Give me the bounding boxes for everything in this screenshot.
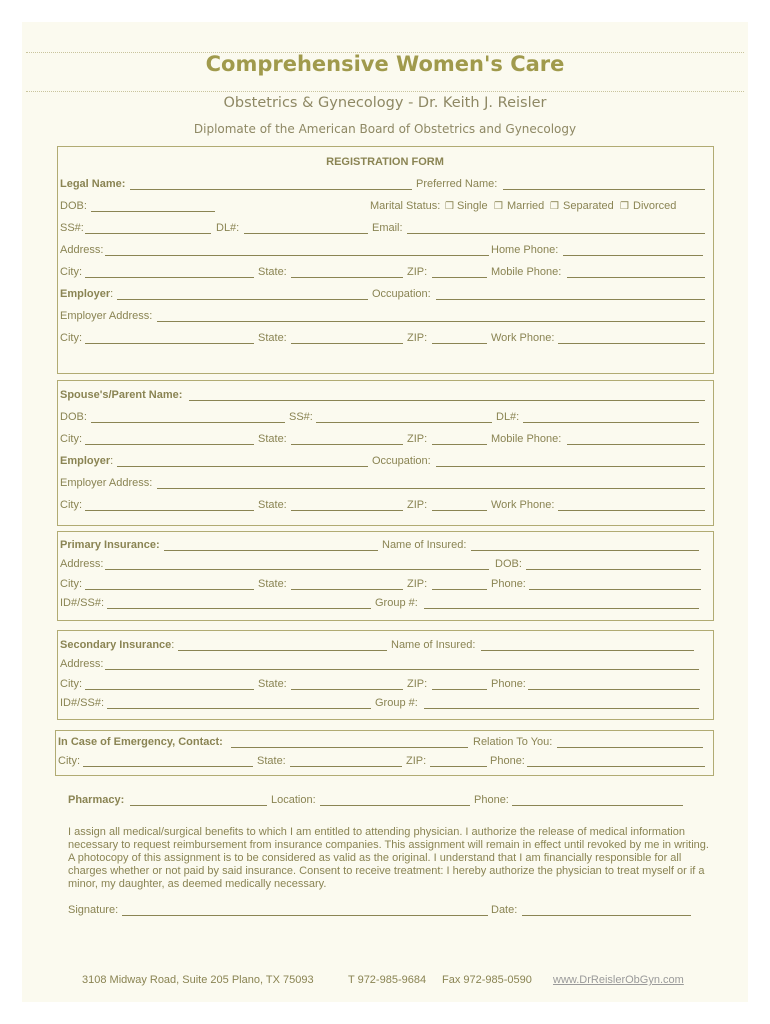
emergency-city-field[interactable] [83,766,253,767]
secondary-address-field[interactable] [105,669,699,670]
emergency-phone-label: Phone: [490,755,525,767]
primary-zip-label: ZIP: [407,578,428,590]
employer-address-label: Employer Address: [60,310,153,322]
preferred-name-label: Preferred Name: [416,178,498,190]
employer-state-label: State: [258,332,287,344]
spouse-dl-field[interactable] [523,422,699,423]
date-field[interactable] [522,915,691,916]
occupation-field[interactable] [436,299,705,300]
assignment-paragraph: I assign all medical/surgical benefits to which I am entitled to attending physician. I authorize the release of medical information necessary to request reimbursement from insurance companies. This assignment will remain in effect until revoked by me in writing. A photocopy of this assignment is to be considered as valid as the original. I understand that I am financially responsible for all charges whether or not paid by said insurance. Consent to receive treatment: I hereby authorize the physician to treat myself or if a minor, my daughter, as deemed medically necessary. [68,826,709,890]
dl-label: DL#: [216,222,240,234]
email-field[interactable] [407,233,705,234]
married-checkbox[interactable]: ❒ [494,201,503,212]
primary-name-insured-label: Name of Insured: [382,539,467,551]
city-label: City: [60,266,82,278]
legal-name-label: Legal Name: [60,178,126,190]
emergency-contact-label: In Case of Emergency, Contact: [58,736,223,748]
employer-label-text: Employer [60,288,111,300]
page-title: Comprehensive Women's Care [205,52,565,76]
zip-label: ZIP: [407,266,428,278]
relation-field[interactable] [557,747,703,748]
secondary-id-label: ID#/SS#: [60,697,105,709]
spouse-zip-field[interactable] [432,444,487,445]
primary-state-label: State: [258,578,287,590]
secondary-group-field[interactable] [424,708,699,709]
spouse-occupation-field[interactable] [436,466,705,467]
zip-field[interactable] [432,277,487,278]
spouse-employer-zip-label: ZIP: [407,499,428,511]
pharmacy-label: Pharmacy: [68,794,125,806]
ss-field[interactable] [85,233,211,234]
spouse-employer-colon: : [110,455,114,467]
signature-label: Signature: [68,904,119,916]
mobile-phone-field[interactable] [567,277,705,278]
spouse-work-phone-field[interactable] [558,510,705,511]
separated-checkbox[interactable]: ❒ [550,201,559,212]
city-field[interactable] [85,277,254,278]
form-title: REGISTRATION FORM [326,156,444,168]
signature-field[interactable] [122,915,488,916]
marital-status-label: Marital Status: [370,200,441,212]
single-label: Single [457,200,488,212]
secondary-state-label: State: [258,678,287,690]
spouse-employer-state-field[interactable] [291,510,403,511]
primary-address-field[interactable] [105,569,489,570]
primary-dob-field[interactable] [526,569,701,570]
employer-state-field[interactable] [291,343,403,344]
spouse-employer-label-text: Employer [60,455,111,467]
spouse-employer-city-field[interactable] [85,510,254,511]
home-phone-label: Home Phone: [491,244,559,256]
spouse-employer-state-label: State: [258,499,287,511]
pharmacy-location-label: Location: [271,794,316,806]
address-label: Address: [60,244,104,256]
pharmacy-phone-field[interactable] [512,805,683,806]
emergency-state-label: State: [257,755,286,767]
spouse-city-field[interactable] [85,444,254,445]
secondary-name-insured-label: Name of Insured: [391,639,476,651]
employer-zip-field[interactable] [432,343,487,344]
secondary-group-label: Group #: [375,697,418,709]
primary-phone-field[interactable] [529,589,701,590]
divorced-checkbox[interactable]: ❒ [620,201,629,212]
diplomate-subtitle: Diplomate of the American Board of Obstetrics and Gynecology [193,122,577,136]
spouse-employer-address-label: Employer Address: [60,477,153,489]
footer-address: 3108 Midway Road, Suite 205 Plano, TX 75093 [82,974,314,986]
spouse-city-label: City: [60,433,82,445]
secondary-id-field[interactable] [107,708,371,709]
emergency-zip-field[interactable] [430,766,487,767]
spouse-name-field[interactable] [189,400,705,401]
spouse-state-label: State: [258,433,287,445]
employer-city-label: City: [60,332,82,344]
secondary-name-insured-field[interactable] [481,650,694,651]
email-label: Email: [372,222,403,234]
spouse-dl-label: DL#: [496,411,520,423]
employer-city-field[interactable] [85,343,254,344]
work-phone-label: Work Phone: [491,332,555,344]
spouse-employer-zip-field[interactable] [432,510,487,511]
secondary-city-label: City: [60,678,82,690]
website-link[interactable]: www.DrReislerObGyn.com [553,974,684,986]
secondary-zip-label: ZIP: [407,678,428,690]
mobile-phone-label: Mobile Phone: [491,266,562,278]
dob-field[interactable] [91,211,215,212]
emergency-phone-field[interactable] [527,766,705,767]
patient-section [57,146,714,374]
spouse-occupation-label: Occupation: [372,455,431,467]
primary-state-field[interactable] [291,589,403,590]
primary-insurance-field[interactable] [164,550,378,551]
home-phone-field[interactable] [563,255,703,256]
spouse-mobile-phone-label: Mobile Phone: [491,433,562,445]
primary-dob-label: DOB: [495,558,522,570]
secondary-address-label: Address: [60,658,104,670]
employer-zip-label: ZIP: [407,332,428,344]
spouse-dob-field[interactable] [91,422,285,423]
primary-group-field[interactable] [424,608,699,609]
dl-field[interactable] [244,233,368,234]
emergency-contact-field[interactable] [231,747,468,748]
spouse-employer-city-label: City: [60,499,82,511]
spouse-state-field[interactable] [291,444,403,445]
secondary-insurance-label [60,639,174,652]
footer-fax: Fax 972-985-0590 [442,974,532,986]
pharmacy-phone-label: Phone: [474,794,509,806]
primary-name-insured-field[interactable] [471,550,699,551]
footer-phone: T 972-985-9684 [348,974,427,986]
pharmacy-field[interactable] [130,805,267,806]
relation-label: Relation To You: [473,736,553,748]
secondary-city-field[interactable] [85,689,254,690]
spouse-work-phone-label: Work Phone: [491,499,555,511]
employer-label [60,288,113,301]
address-field[interactable] [105,255,489,256]
state-field[interactable] [291,277,403,278]
work-phone-field[interactable] [558,343,705,344]
emergency-zip-label: ZIP: [406,755,427,767]
married-label: Married [507,200,545,212]
ss-label: SS#: [60,222,84,234]
primary-address-label: Address: [60,558,104,570]
primary-city-label: City: [60,578,82,590]
spouse-dob-label: DOB: [60,411,87,423]
spouse-employer-label [60,455,113,468]
separated-label: Separated [563,200,614,212]
primary-insurance-label: Primary Insurance: [60,539,160,551]
pharmacy-location-field[interactable] [320,805,470,806]
secondary-state-field[interactable] [291,689,403,690]
spouse-zip-label: ZIP: [407,433,428,445]
secondary-insurance-colon: : [171,639,175,651]
employer-address-field[interactable] [157,321,705,322]
spouse-ss-label: SS#: [289,411,313,423]
secondary-insurance-field[interactable] [178,650,387,651]
emergency-city-label: City: [58,755,80,767]
occupation-label: Occupation: [372,288,431,300]
divorced-label: Divorced [633,200,677,212]
spouse-name-label: Spouse's/Parent Name: [60,389,183,401]
spouse-employer-address-field[interactable] [157,488,705,489]
primary-id-field[interactable] [107,608,371,609]
employer-colon: : [110,288,114,300]
title-rule [26,91,744,92]
legal-name-field[interactable] [130,189,412,190]
secondary-phone-field[interactable] [528,689,700,690]
practice-subtitle: Obstetrics & Gynecology - Dr. Keith J. Reisler [223,95,547,111]
date-label: Date: [491,904,518,916]
secondary-phone-label: Phone: [491,678,526,690]
primary-group-label: Group #: [375,597,418,609]
secondary-zip-field[interactable] [432,689,487,690]
primary-phone-label: Phone: [491,578,526,590]
spouse-mobile-phone-field[interactable] [567,444,705,445]
state-label: State: [258,266,287,278]
secondary-insurance-label-text: Secondary Insurance [60,639,172,651]
dob-label: DOB: [60,200,87,212]
spouse-employer-field[interactable] [117,466,368,467]
spouse-ss-field[interactable] [316,422,492,423]
emergency-state-field[interactable] [290,766,402,767]
single-checkbox[interactable]: ❒ [445,201,454,212]
employer-field[interactable] [117,299,368,300]
primary-id-label: ID#/SS#: [60,597,105,609]
primary-zip-field[interactable] [432,589,487,590]
preferred-name-field[interactable] [503,189,705,190]
primary-city-field[interactable] [85,589,254,590]
